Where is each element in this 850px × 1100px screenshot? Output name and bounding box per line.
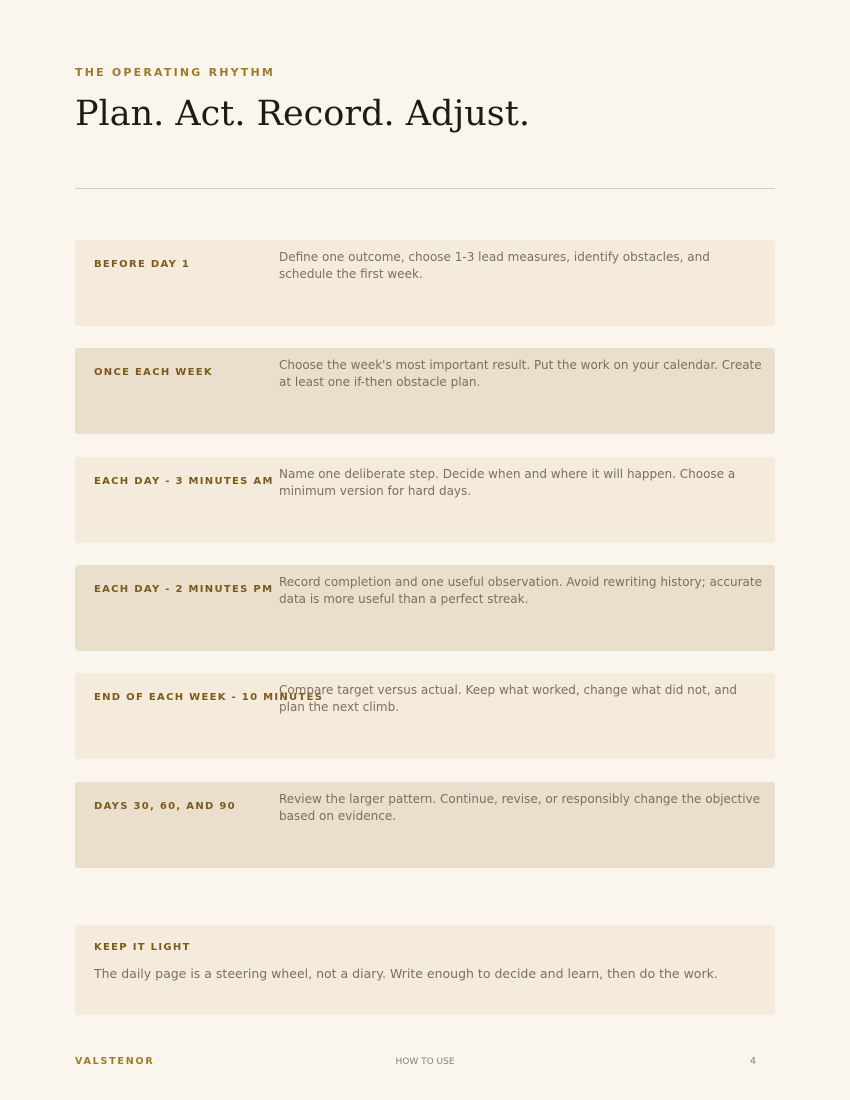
header-divider [75,188,775,189]
keep-it-light-callout [75,925,775,1015]
rhythm-row-text: Define one outcome, choose 1-3 lead measures, identify obstacles, and schedule the first week. [279,250,710,281]
footer-section-title: HOW TO USE [395,1057,455,1067]
page-number: 4 [749,1056,756,1067]
footer-brand: VALSTENOR [75,1056,155,1067]
rhythm-row-text: Compare target versus actual. Keep what worked, change what did not, and plan the next climb. [279,683,737,714]
rhythm-row-end-of-week [75,673,775,759]
rhythm-row-label: BEFORE DAY 1 [94,259,191,270]
rhythm-row-before-day-1 [75,240,775,326]
rhythm-row-text: Choose the week's most important result. Put the work on your calendar. Create at least one if-then obstacle plan. [279,358,762,389]
rhythm-row-label: EACH DAY - 3 MINUTES AM [94,476,274,487]
rhythm-row-text: Record completion and one useful observation. Avoid rewriting history; accurate data is more useful than a perfect streak. [279,575,762,606]
rhythm-row-label: EACH DAY - 2 MINUTES PM [94,584,274,595]
callout-body: The daily page is a steering wheel, not a diary. Write enough to decide and learn, then do the work. [94,966,718,981]
page-title: Plan. Act. Record. Adjust. [75,94,530,134]
section-eyebrow: THE OPERATING RHYTHM [75,66,276,79]
rhythm-row-each-day-am [75,457,775,543]
rhythm-row-label: DAYS 30, 60, AND 90 [94,801,236,812]
rhythm-row-text: Review the larger pattern. Continue, revise, or responsibly change the objective based on evidence. [279,792,761,823]
rhythm-row-label: ONCE EACH WEEK [94,367,213,378]
rhythm-row-days-30-60-90 [75,782,775,868]
callout-heading: KEEP IT LIGHT [94,942,191,953]
rhythm-row-text: Name one deliberate step. Decide when and where it will happen. Choose a minimum version for hard days. [279,467,736,498]
rhythm-row-once-each-week [75,348,775,434]
rhythm-row-each-day-pm [75,565,775,651]
rhythm-row-label: END OF EACH WEEK - 10 MINUTES [94,692,324,703]
